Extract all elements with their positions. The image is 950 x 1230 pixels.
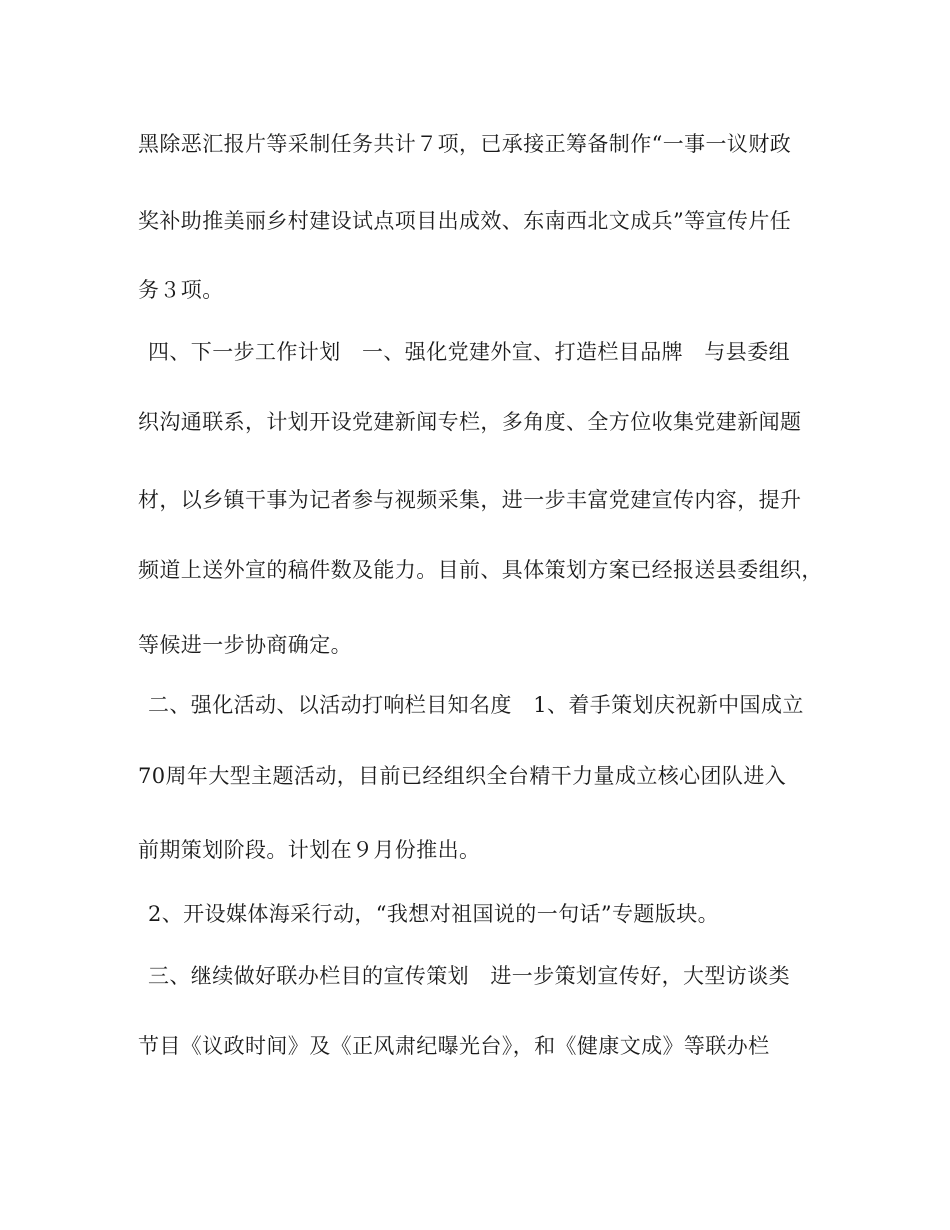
text-line: 2、开设媒体海采行动，“我想对祖国说的一句话”专题版块。	[148, 902, 720, 926]
text-line: 节目《议政时间》及《正风肃纪曝光台》，和《健康文成》等联办栏	[138, 1034, 770, 1058]
text-line: 奖补助推美丽乡村建设试点项目出成效、东南西北文成兵”等宣传片任	[138, 209, 792, 233]
text-line: 务３项。	[138, 278, 224, 302]
text-line: 黑除恶汇报片等采制任务共计７项，已承接正筹备制作“一事一议财政	[138, 132, 792, 156]
text-line: 二、强化活动、以活动打响栏目知名度 1、着手策划庆祝新中国成立	[148, 693, 804, 717]
text-line: 三、继续做好联办栏目的宣传策划 进一步策划宣传好，大型访谈类	[148, 964, 790, 988]
text-line: 前期策划阶段。计划在９月份推出。	[138, 838, 481, 862]
text-line: 频道上送外宣的稿件数及能力。目前、具体策划方案已经报送县委组织，	[138, 558, 823, 582]
text-line: 等候进一步协商确定。	[138, 633, 352, 657]
text-line: 四、下一步工作计划 一、强化党建外宣、打造栏目品牌 与县委组	[148, 340, 790, 364]
text-line: 70周年大型主题活动，目前已经组织全台精干力量成立核心团队进入	[138, 764, 787, 788]
text-line: 织沟通联系，计划开设党建新闻专栏，多角度、全方位收集党建新闻题	[138, 410, 802, 434]
text-line: 材，以乡镇干事为记者参与视频采集，进一步丰富党建宣传内容，提升	[138, 488, 802, 512]
